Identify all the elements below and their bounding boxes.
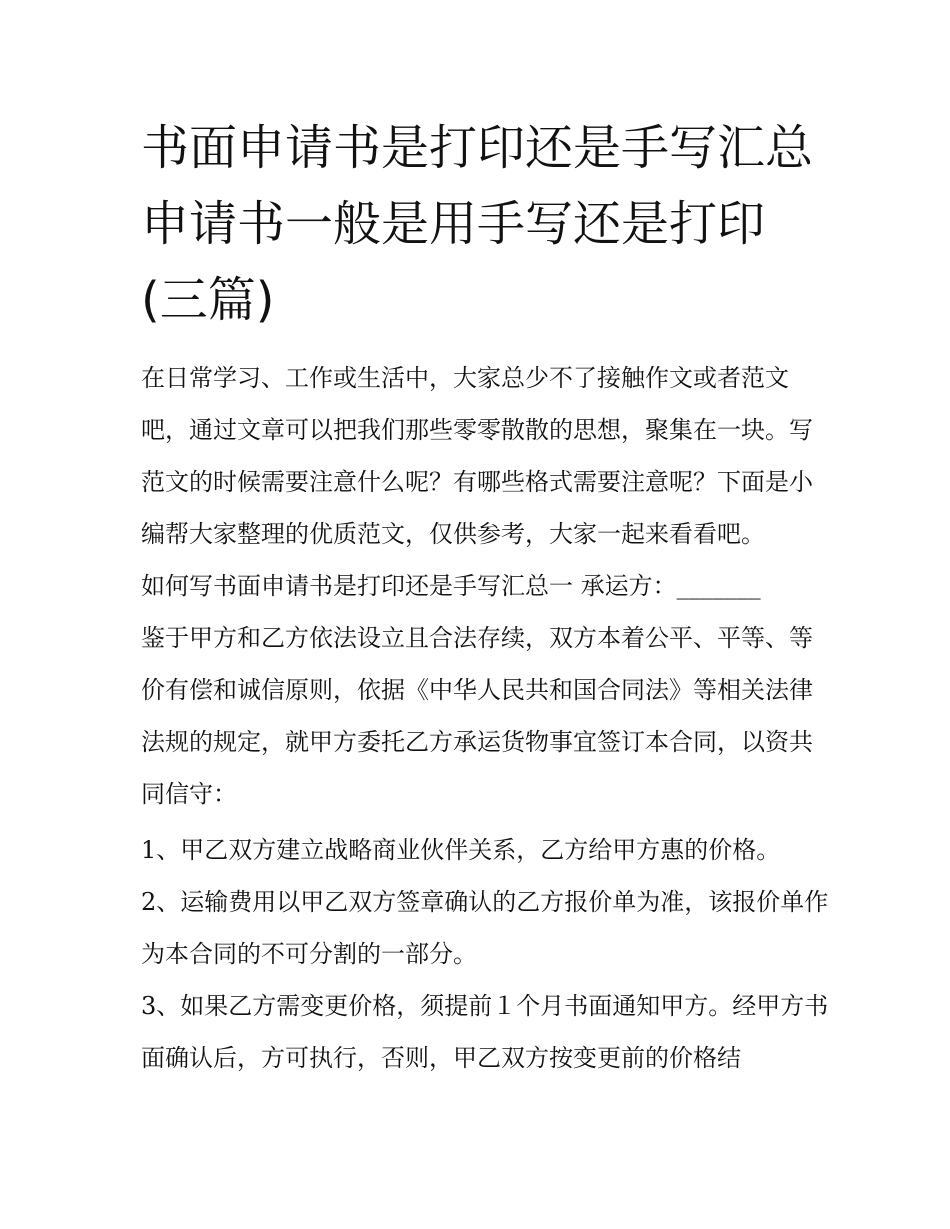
paragraph-preamble: 鉴于甲方和乙方依法设立且合法存续，双方本着公平、平等、等价有偿和诚信原则，依据《中华人民共和国合同法》等相关法律法规的规定，就甲方委托乙方承运货物事宜签订本合同，以资共同信守： (141, 624, 813, 808)
paragraph-clause-2: 2、运输费用以甲乙双方签章确认的乙方报价单为准，该报价单作为本合同的不可分割的一部分。 (141, 888, 829, 968)
document-title: 书面申请书是打印还是手写汇总 申请书一般是用手写还是打印(三篇) (141, 120, 814, 328)
paragraph-intro: 在日常学习、工作或生活中，大家总少不了接触作文或者范文吧，通过文章可以把我们那些零零散散的思想，聚集在一块。写范文的时候需要注意什么呢？有哪些格式需要注意呢？下面是小编帮大家整理的优质范文，仅供参考，大家一起来看看吧。 (141, 364, 813, 548)
paragraph-heading: 如何写书面申请书是打印还是手写汇总一 承运方：_______ (141, 572, 761, 600)
paragraph-clause-1: 1、甲乙双方建立战略商业伙伴关系，乙方给甲方惠的价格。 (141, 836, 781, 864)
paragraph-clause-3: 3、如果乙方需变更价格，须提前１个月书面通知甲方。经甲方书面确认后，方可执行，否则，甲乙双方按变更前的价格结 (141, 992, 829, 1072)
document-body (141, 352, 831, 1084)
